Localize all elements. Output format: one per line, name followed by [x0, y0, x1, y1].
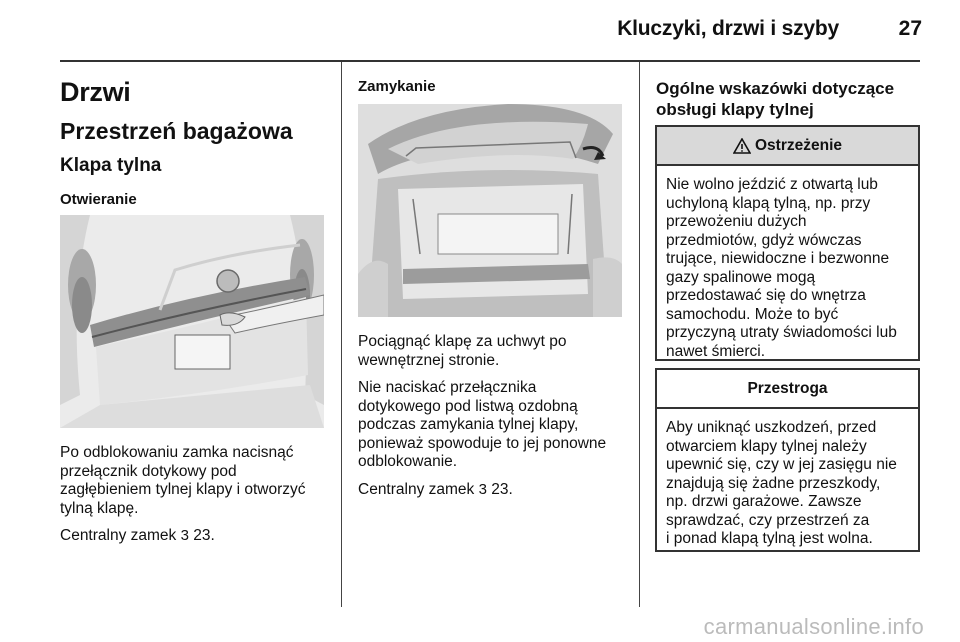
tailgate-closing-drawing	[358, 104, 622, 317]
warning-line: przedmiotów, gdyż wówczas	[666, 231, 862, 249]
reference-label: Centralny zamek	[60, 527, 177, 544]
opening-instruction-line-4: tylną klapę.	[60, 499, 139, 517]
closing-note-line-5: odblokowanie.	[358, 453, 458, 470]
tailgate-closing-illustration	[358, 104, 622, 317]
watermark: carmanualsonline.info	[703, 614, 924, 639]
opening-instruction-line-3: zagłębieniem tylnej klapy i otworzyć	[60, 481, 306, 498]
closing-instruction-line-1: Pociągnąć klapę za uchwyt po	[358, 333, 567, 350]
caution-line: i ponad klapą tylną jest wolna.	[666, 530, 873, 547]
reference-page: 23.	[193, 527, 215, 544]
warning-line: trujące, niewidoczne i bezwonne	[666, 250, 890, 267]
opening-instruction-line-2: przełącznik dotykowy pod	[60, 462, 237, 480]
tailgate-handle-drawing	[60, 215, 324, 428]
warning-box-header	[657, 127, 918, 166]
reference-label: Centralny zamek	[358, 480, 475, 498]
warning-line: gazy spalinowe mogą	[666, 268, 816, 286]
warning-line: przyczyną utraty świadomości lub	[666, 324, 897, 341]
caution-body	[657, 409, 918, 555]
caution-box	[655, 368, 920, 552]
caution-line: sprawdzać, czy przestrzeń za	[666, 511, 870, 529]
warning-line: przewożeniu dużych	[666, 213, 807, 230]
warning-line: samochodu. Może to być	[666, 305, 839, 323]
closing-note-line-4: ponieważ spowoduje to jej ponowne	[358, 434, 607, 452]
header-divider	[60, 60, 920, 62]
caution-line: np. drzwi garażowe. Zawsze	[666, 493, 862, 510]
page-ref-icon: 3	[180, 527, 189, 544]
warning-line: Nie wolno jeździć z otwartą lub	[666, 176, 878, 193]
warning-line: przedostawać się do wnętrza	[666, 287, 866, 304]
column-divider-2	[639, 62, 640, 607]
warning-box	[655, 125, 920, 361]
warning-line: nawet śmierci.	[666, 342, 766, 360]
page-number: 27	[898, 17, 922, 40]
caution-line: Aby uniknąć uszkodzeń, przed	[666, 419, 877, 436]
warning-body	[657, 166, 918, 367]
tailgate-opening-illustration	[60, 215, 324, 428]
section-title: Kluczyki, drzwi i szyby	[617, 17, 839, 40]
left-body	[60, 444, 330, 546]
heading-opening: Otwieranie	[60, 191, 137, 208]
warning-line: uchyloną klapą tylną, np. przy	[666, 194, 871, 212]
middle-body	[358, 333, 628, 499]
page-ref-icon: 3	[478, 480, 487, 498]
central-lock-reference-middle[interactable]	[358, 481, 628, 500]
column-divider-1	[341, 62, 342, 607]
heading-doors: Drzwi	[60, 77, 131, 107]
heading-tailgate: Klapa tylna	[60, 155, 162, 176]
warning-title: Ostrzeżenie	[754, 136, 842, 154]
general-notes-heading-line-1: Ogólne wskazówki dotyczące	[656, 79, 895, 98]
reference-page: 23.	[491, 480, 513, 498]
heading-closing: Zamykanie	[358, 78, 436, 95]
closing-note-line-3: podczas zamykania tylnej klapy,	[358, 416, 579, 433]
general-notes-heading-line-2: obsługi klapy tylnej	[656, 100, 814, 119]
heading-trunk: Przestrzeń bagażowa	[60, 118, 293, 144]
warning-triangle-icon	[733, 138, 751, 154]
opening-instruction-line-1: Po odblokowaniu zamka nacisnąć	[60, 444, 294, 461]
closing-note-line-2: dotykowego pod listwą ozdobną	[358, 397, 578, 415]
caution-line: otwarciem klapy tylnej należy	[666, 437, 867, 455]
page-header	[0, 0, 960, 62]
caution-line: znajdują się żadne przeszkody,	[666, 474, 881, 492]
closing-instruction-line-2: wewnętrznej stronie.	[358, 351, 500, 369]
caution-line: upewnić się, czy w jej zasięgu nie	[666, 456, 897, 473]
closing-note-line-1: Nie naciskać przełącznika	[358, 379, 537, 396]
caution-box-header	[657, 370, 918, 409]
caution-title: Przestroga	[747, 379, 828, 397]
central-lock-reference[interactable]	[60, 527, 330, 546]
general-notes-heading	[656, 78, 926, 120]
